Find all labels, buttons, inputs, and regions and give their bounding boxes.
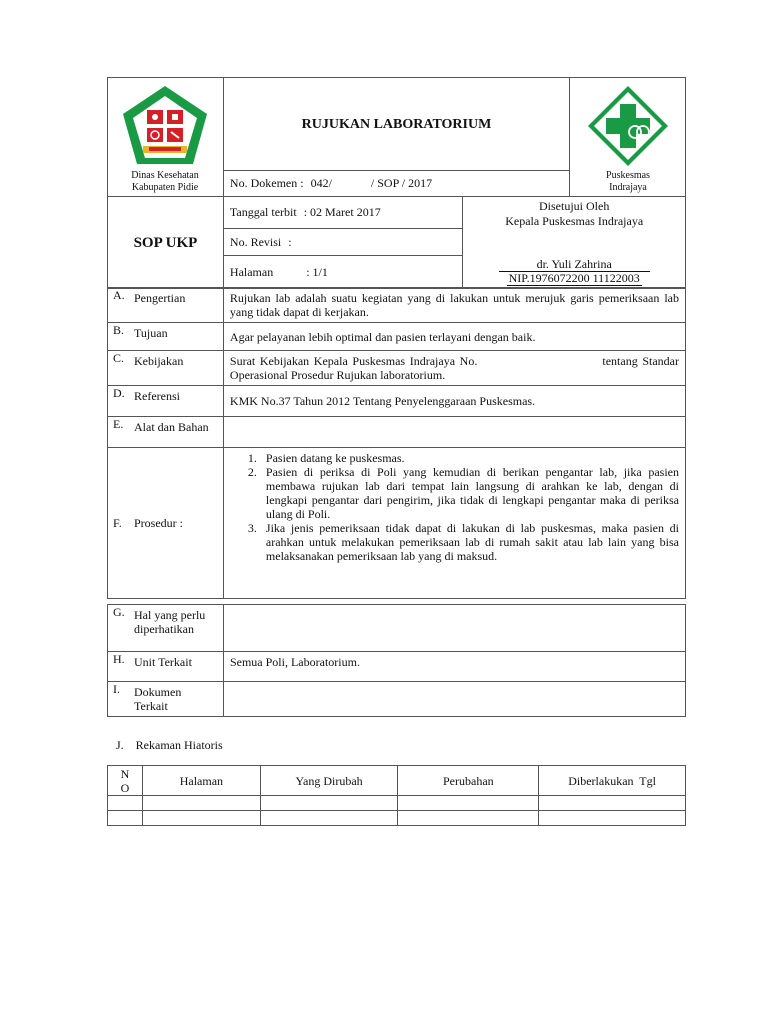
section-b-label: Tujuan	[134, 326, 168, 340]
section-f-cell	[223, 448, 685, 599]
right-org-caption	[571, 170, 685, 194]
revision-label: No. Revisi	[229, 234, 282, 249]
section-row-b	[108, 323, 686, 351]
section-d-text: KMK No.37 Tahun 2012 Tentang Penyelenggaraan Puskesmas.	[223, 386, 685, 417]
section-g-label: Hal yang perlu diperhatikan	[134, 608, 206, 636]
left-org-line2: Kabupaten Pidie	[131, 182, 199, 193]
section-b-text: Agar pelayanan lebih optimal dan pasien terlayani dengan baik.	[223, 323, 685, 351]
section-d-label: Referensi	[134, 389, 180, 403]
procedure-step: 3. Jika jenis pemeriksaan tidak dapat di lakukan di lab puskesmas, maka pasien di arahkan untuk melakukan pemeriksaan lab di rumah sakit atau lab lain yang bisa melaksanakan pemeriksaan lab yang di maksud.	[260, 521, 679, 563]
sop-cell	[108, 197, 224, 289]
procedure-step: 1. Pasien datang ke puskesmas.	[260, 451, 679, 465]
revision-cell	[223, 229, 462, 256]
signer-nip: NIP.1976072200 11122003	[508, 271, 640, 285]
section-g-text	[223, 605, 685, 652]
history-col-change: Perubahan	[398, 766, 539, 796]
section-h-letter: H.	[113, 652, 125, 666]
section-e-label: Alat dan Bahan	[134, 420, 209, 434]
section-row-g	[108, 605, 686, 652]
left-org-caption	[108, 170, 222, 194]
page-label: Halaman	[229, 264, 274, 279]
section-row-i	[108, 682, 686, 717]
section-a-label-cell	[108, 288, 224, 323]
section-i-text	[223, 682, 685, 717]
section-b-letter: B.	[113, 323, 125, 337]
section-row-a	[108, 288, 686, 323]
history-header-row	[108, 766, 686, 796]
issue-date-cell	[223, 197, 462, 229]
issue-date-label: Tanggal terbit	[229, 205, 297, 219]
page-cell	[223, 256, 462, 289]
issue-date-value: : 02 Maret 2017	[303, 205, 381, 219]
section-e-text	[223, 417, 685, 448]
section-a-text: Rujukan lab adalah suatu kegiatan yang di lakukan untuk merujuk garis pemeriksaan lab yang tidak dapat di kerjakan.	[223, 288, 685, 323]
history-col-no: N O	[108, 766, 143, 796]
section-e-letter: E.	[113, 417, 124, 431]
procedure-step: 2. Pasien di periksa di Poli yang kemudian di berikan pengantar lab, jika pasien membawa rujukan lab dari tempat lain langsung di arahkan ke lab, dengan di lengkapi pengantar dari pengirim, jika tidak di lengkapi pengantar maka di periksa ulang di Poli.	[260, 465, 679, 521]
section-c-label: Kebijakan	[134, 354, 184, 368]
right-org-line2: Indrajaya	[609, 182, 647, 193]
doc-number-label: No. Dokemen :	[229, 176, 304, 190]
section-g-letter: G.	[113, 605, 125, 619]
section-i-label-cell	[108, 682, 224, 717]
table-row	[108, 811, 686, 826]
section-row-d	[108, 386, 686, 417]
history-table	[107, 765, 686, 826]
table-row	[108, 796, 686, 811]
section-d-letter: D.	[113, 386, 125, 400]
section-e-label-cell	[108, 417, 224, 448]
sop-label: SOP UKP	[133, 234, 198, 251]
content-table-2	[107, 604, 686, 717]
content-table	[107, 287, 686, 599]
section-row-e	[108, 417, 686, 448]
section-row-h	[108, 652, 686, 682]
right-org-line1: Puskesmas	[606, 170, 650, 181]
history-col-date: Diberlakukan Tgl	[539, 766, 686, 796]
doc-number-suffix: / SOP / 2017	[370, 176, 433, 190]
puskesmas-logo-icon	[582, 84, 674, 170]
section-h-text: Semua Poli, Laboratorium.	[223, 652, 685, 682]
history-col-page: Halaman	[142, 766, 260, 796]
doc-number-value: 042/	[310, 176, 332, 190]
approved-line1: Disetujui Oleh	[539, 199, 610, 213]
title-cell	[223, 78, 569, 171]
approved-line2: Kepala Puskesmas Indrajaya	[505, 214, 644, 228]
history-heading: J. Rekaman Hiatoris	[116, 738, 223, 752]
section-row-f	[108, 448, 686, 599]
section-c-text: Surat Kebijakan Kepala Puskesmas Indrajaya No. tentang Standar Operasional Prosedur Rujukan laboratorium.	[223, 351, 685, 386]
section-a-letter: A.	[113, 288, 125, 302]
section-d-label-cell	[108, 386, 224, 417]
section-i-letter: I.	[113, 682, 120, 696]
section-b-label-cell	[108, 323, 224, 351]
approval-cell	[463, 197, 686, 289]
section-a-label: Pengertian	[134, 291, 186, 305]
section-f-letter: F.	[113, 516, 122, 530]
left-org-line1: Dinas Kesehatan	[131, 170, 199, 181]
section-row-c	[108, 351, 686, 386]
doc-number-cell	[223, 171, 569, 197]
signer-name: dr. Yuli Zahrina	[499, 258, 650, 272]
section-h-label-cell	[108, 652, 224, 682]
history-col-changed: Yang Dirubah	[260, 766, 398, 796]
dinkes-logo-icon	[119, 84, 211, 170]
section-f-label: Prosedur :	[134, 516, 183, 530]
procedure-list	[230, 451, 679, 563]
revision-value: :	[288, 234, 292, 249]
section-i-label: Dokumen Terkait	[134, 685, 182, 713]
section-h-label: Unit Terkait	[134, 655, 192, 669]
page-value: : 1/1	[306, 264, 328, 279]
section-g-label-cell	[108, 605, 224, 652]
section-f-label-cell	[108, 448, 224, 599]
page-title: RUJUKAN LABORATORIUM	[301, 117, 492, 132]
section-c-label-cell	[108, 351, 224, 386]
section-c-letter: C.	[113, 351, 125, 365]
